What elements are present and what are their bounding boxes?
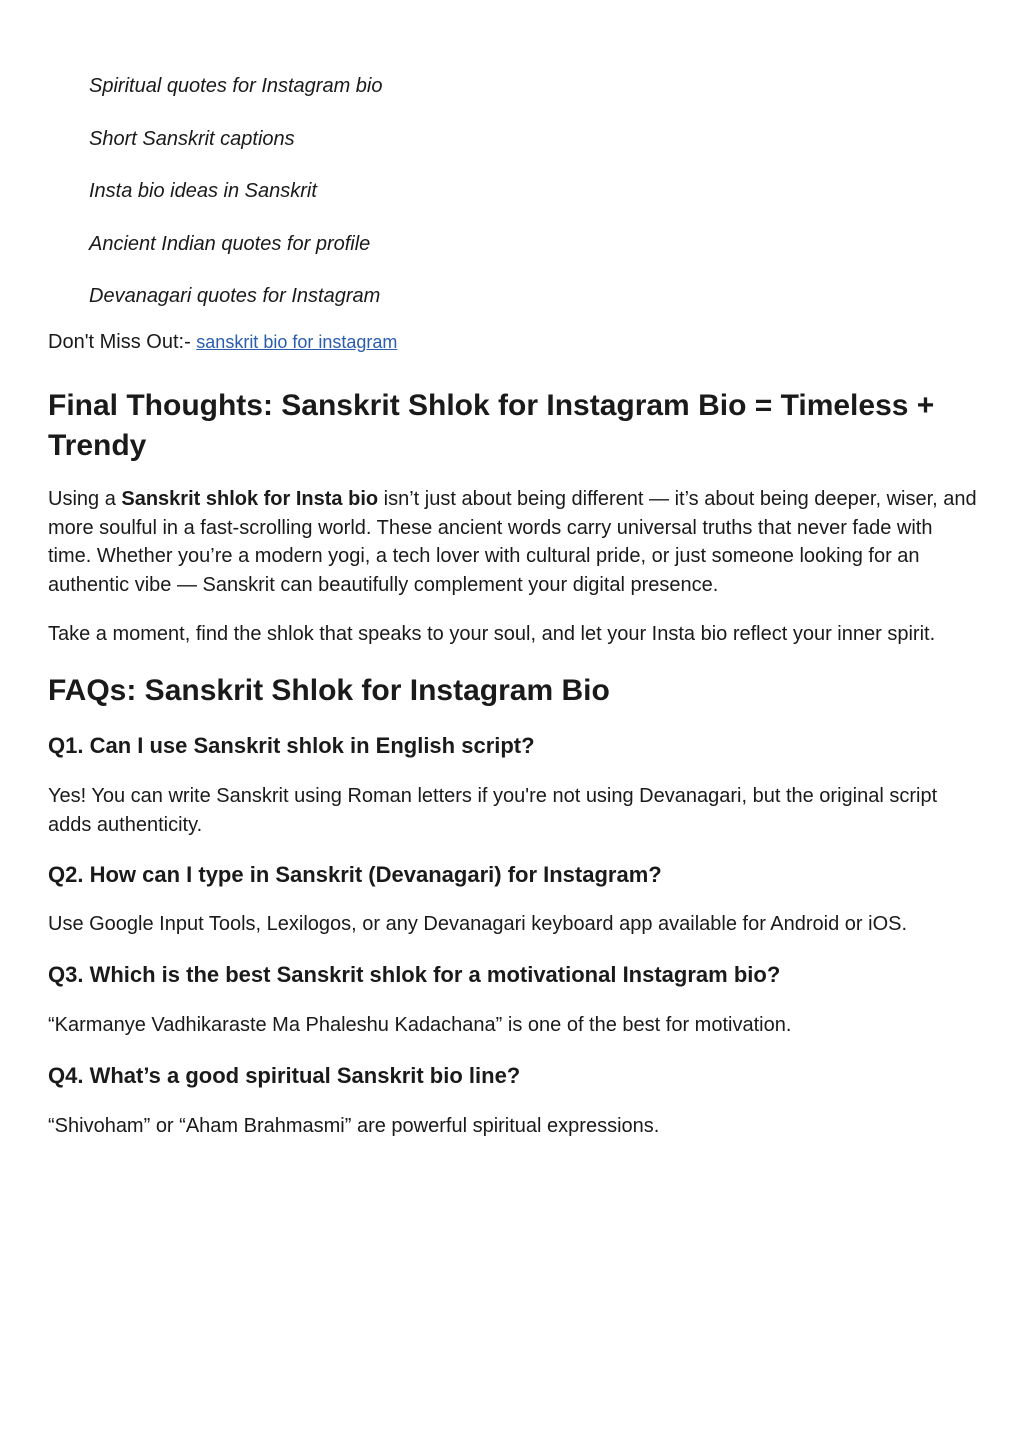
keyword-list <box>89 72 383 335</box>
faq-question: Q4. What’s a good spiritual Sanskrit bio line? <box>48 1063 521 1088</box>
keyword-item: Short Sanskrit captions <box>89 127 295 150</box>
paragraph-rest: isn’t just about being different — it’s about being deeper, wiser, and more soulful in a fast-scrolling world. These ancient words carry universal truths that never fade with time. Whether you’re a modern yogi, a tech lover with cultural pride, or just someone looking for an authentic vibe — Sanskrit can beautifully complement your digital presence. <box>48 488 977 596</box>
final-thoughts-heading: Final Thoughts: Sanskrit Shlok for Instagram Bio = Timeless + Trendy <box>48 389 935 462</box>
final-thoughts-closing: Take a moment, find the shlok that speaks to your soul, and let your Insta bio reflect your inner spirit. <box>48 623 936 645</box>
faq-answer: Use Google Input Tools, Lexilogos, or any Devanagari keyboard app available for Android or iOS. <box>48 913 908 935</box>
faq-question: Q2. How can I type in Sanskrit (Devanagari) for Instagram? <box>48 862 662 887</box>
paragraph-prefix: Using a <box>48 488 122 510</box>
keyword-item: Devanagari quotes for Instagram <box>89 285 381 307</box>
sanskrit-bio-link[interactable]: sanskrit bio for instagram <box>196 332 398 352</box>
keyword-item: Ancient Indian quotes for profile <box>89 232 371 255</box>
faq-question: Q3. Which is the best Sanskrit shlok for a motivational Instagram bio? <box>48 962 781 987</box>
faq-question: Q1. Can I use Sanskrit shlok in English script? <box>48 733 535 758</box>
final-thoughts-paragraph <box>48 485 978 599</box>
faqs-heading: FAQs: Sanskrit Shlok for Instagram Bio <box>48 674 610 707</box>
faq-answer: Yes! You can write Sanskrit using Roman letters if you're not using Devanagari, but the original script adds authenticity. <box>48 785 938 836</box>
keyword-item: Insta bio ideas in Sanskrit <box>89 180 317 202</box>
paragraph-bold-phrase: Sanskrit shlok for Insta bio <box>121 488 379 510</box>
dont-miss-label: Don't Miss Out:- <box>48 331 191 353</box>
dont-miss-line <box>48 328 397 356</box>
faq-answer: “Shivoham” or “Aham Brahmasmi” are powerful spiritual expressions. <box>48 1115 660 1137</box>
keyword-item: Spiritual quotes for Instagram bio <box>89 75 383 97</box>
faq-answer: “Karmanye Vadhikaraste Ma Phaleshu Kadachana” is one of the best for motivation. <box>48 1014 792 1036</box>
